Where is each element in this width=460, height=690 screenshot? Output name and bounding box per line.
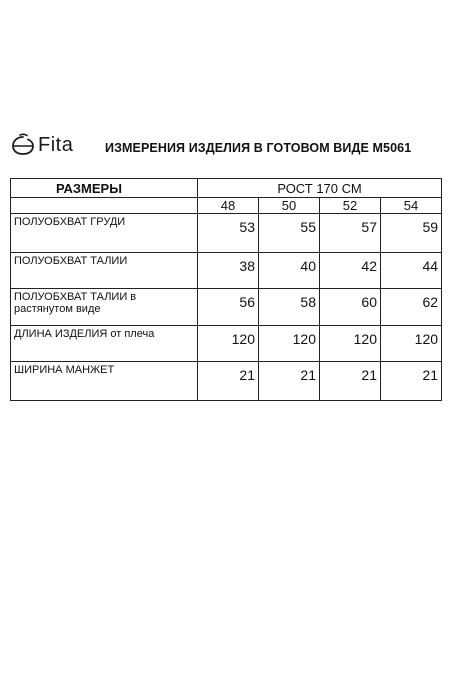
table-cell: 120 bbox=[320, 326, 381, 362]
table-row bbox=[11, 253, 442, 289]
page-title: ИЗМЕРЕНИЯ ИЗДЕЛИЯ В ГОТОВОМ ВИДЕ М5061 bbox=[105, 141, 412, 155]
table-cell: 56 bbox=[198, 289, 259, 326]
height-header: РОСТ 170 СМ bbox=[198, 179, 442, 198]
size-table bbox=[10, 178, 442, 401]
size-header-54: 54 bbox=[381, 198, 442, 214]
table-cell: 44 bbox=[381, 253, 442, 289]
header bbox=[10, 130, 450, 160]
table-cell: 21 bbox=[381, 362, 442, 401]
table-row bbox=[11, 326, 442, 362]
table-cell: 120 bbox=[381, 326, 442, 362]
table-cell: 120 bbox=[259, 326, 320, 362]
table-cell: 53 bbox=[198, 214, 259, 253]
size-header-52: 52 bbox=[320, 198, 381, 214]
table-cell: 57 bbox=[320, 214, 381, 253]
table-cell: 40 bbox=[259, 253, 320, 289]
table-cell: 62 bbox=[381, 289, 442, 326]
row-label: ПОЛУОБХВАТ ГРУДИ bbox=[11, 214, 198, 253]
row-label: ПОЛУОБХВАТ ТАЛИИ в растянутом виде bbox=[11, 289, 198, 326]
table-cell: 55 bbox=[259, 214, 320, 253]
table-cell: 59 bbox=[381, 214, 442, 253]
table-cell: 120 bbox=[198, 326, 259, 362]
fita-logo-icon bbox=[10, 132, 36, 158]
size-header-48: 48 bbox=[198, 198, 259, 214]
table-cell: 42 bbox=[320, 253, 381, 289]
row-label: ШИРИНА МАНЖЕТ bbox=[11, 362, 198, 401]
brand-logo bbox=[10, 132, 73, 158]
table-cell: 38 bbox=[198, 253, 259, 289]
table-cell: 60 bbox=[320, 289, 381, 326]
row-label: ПОЛУОБХВАТ ТАЛИИ bbox=[11, 253, 198, 289]
table-cell: 21 bbox=[198, 362, 259, 401]
brand-name: Fita bbox=[38, 133, 74, 156]
table-cell: 21 bbox=[259, 362, 320, 401]
blank-header-cell bbox=[11, 198, 198, 214]
size-header-50: 50 bbox=[259, 198, 320, 214]
table-cell: 21 bbox=[320, 362, 381, 401]
table-cell: 58 bbox=[259, 289, 320, 326]
table-row bbox=[11, 362, 442, 401]
table-row bbox=[11, 289, 442, 326]
row-label: ДЛИНА ИЗДЕЛИЯ от плеча bbox=[11, 326, 198, 362]
sizes-header: РАЗМЕРЫ bbox=[11, 179, 198, 198]
table-row bbox=[11, 214, 442, 253]
